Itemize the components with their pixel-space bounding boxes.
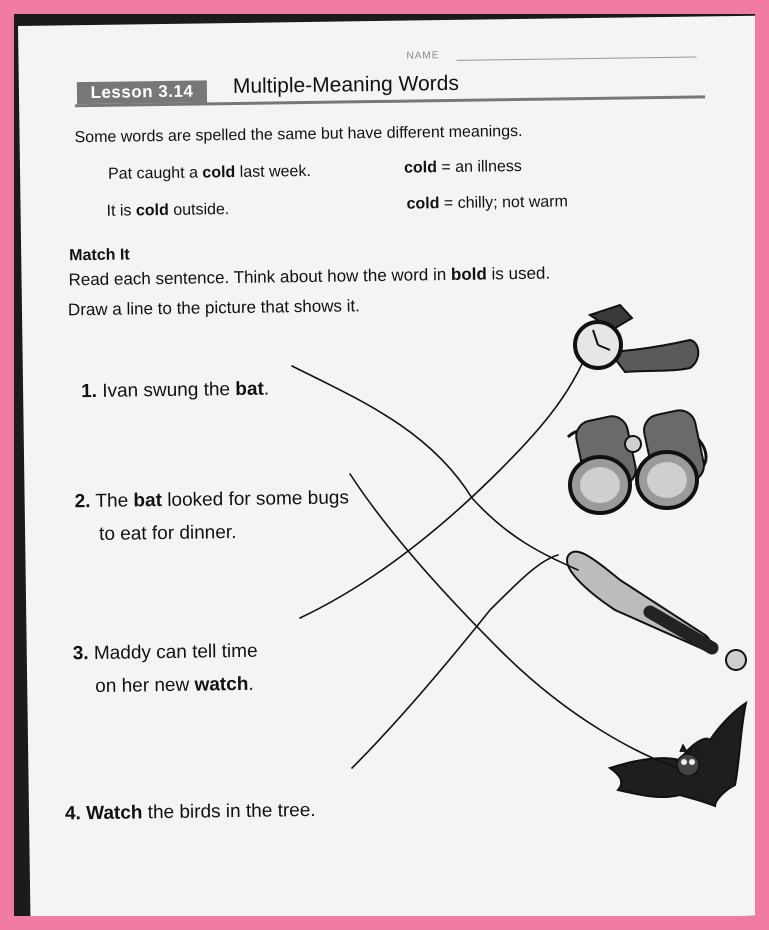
sentence-1: 1. Ivan swung the bat. <box>80 378 270 403</box>
lesson-badge: Lesson 3.14 <box>77 80 207 104</box>
instruction-line-2: Draw a line to the picture that shows it. <box>67 296 361 320</box>
sentence-4: 4. Watch the birds in the tree. <box>64 799 316 825</box>
sentence-2: 2. The bat looked for some bugs to eat for dinner. <box>74 487 350 545</box>
wristwatch-picture[interactable] <box>575 305 698 372</box>
example-meaning-1: cold = an illness <box>403 157 522 177</box>
name-label: NAME <box>406 50 440 62</box>
binoculars-picture[interactable] <box>568 407 707 513</box>
match-it-heading: Match It <box>69 246 130 265</box>
example-sentence-1: Pat caught a cold last week. <box>107 162 311 183</box>
bat-animal-picture[interactable] <box>610 703 746 806</box>
example-sentence-2: It is cold outside. <box>106 201 230 220</box>
page-title: Multiple-Meaning Words <box>232 71 460 99</box>
instruction-line-1: Read each sentence. Think about how the word in bold is used. <box>68 263 551 290</box>
sentence-3: 3. Maddy can tell time on her new watch. <box>72 640 258 697</box>
example-meaning-2: cold = chilly; not warm <box>406 193 569 213</box>
intro-text: Some words are spelled the same but have different meanings. <box>74 122 523 147</box>
photo-frame <box>14 14 755 916</box>
pictures-and-lines <box>14 14 755 916</box>
baseball-bat-picture[interactable] <box>567 552 746 670</box>
